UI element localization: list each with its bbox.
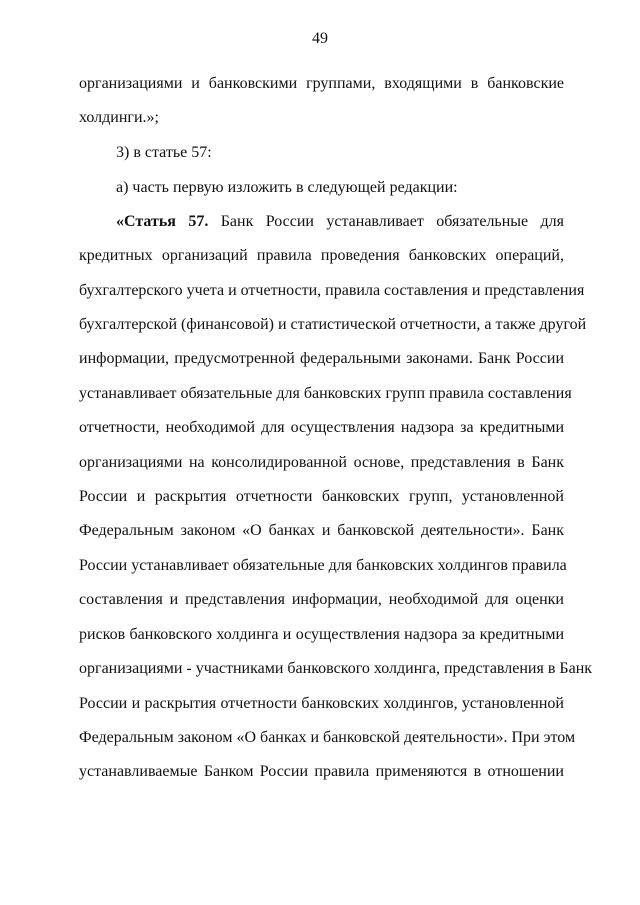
text-line: Федеральным законом «О банках и банковской деятельности». При этом [79,729,576,746]
list-item-subheading: а) часть первую изложить в следующей редакции: [116,179,458,196]
text-line: рисков банковского холдинга и осуществления надзора за кредитными [79,626,564,643]
text-line: организациями - участниками банковского холдинга, представления в Банк [79,660,593,677]
text-line: кредитных организаций правила проведения банковских операций, [79,247,564,264]
text-line: информации, предусмотренной федеральными законами. Банк России [79,350,564,367]
text-line: Федеральным законом «О банках и банковской деятельности». Банк [79,522,564,539]
text-line: России и раскрытия отчетности банковских холдингов, установленной [79,695,564,712]
text-line: России и раскрытия отчетности банковских групп, установленной [79,488,564,505]
article-text: Банк России устанавливает обязательные для [208,213,565,230]
text-line: устанавливает обязательные для банковских групп правила составления [79,385,572,402]
text-line: бухгалтерской (финансовой) и статистической отчетности, а также другой [79,316,587,333]
text-line: бухгалтерского учета и отчетности, правила составления и представления [79,282,585,299]
text-line: России устанавливает обязательные для банковских холдингов правила [79,557,567,574]
text-line: организациями и банковскими группами, входящими в банковские [79,75,564,92]
text-line: отчетности, необходимой для осуществления надзора за кредитными [79,419,564,436]
page-number: 49 [312,30,328,47]
article-title: «Статья 57. [116,213,209,230]
list-item-heading: 3) в статье 57: [116,144,212,161]
text-line: устанавливаемые Банком России правила применяются в отношении [79,763,564,780]
text-line: холдинги.»; [79,109,159,126]
article-heading-line [116,212,564,232]
text-line: составления и представления информации, необходимой для оценки [79,591,564,608]
text-line: организациями на консолидированной основе, представления в Банк [79,454,564,471]
